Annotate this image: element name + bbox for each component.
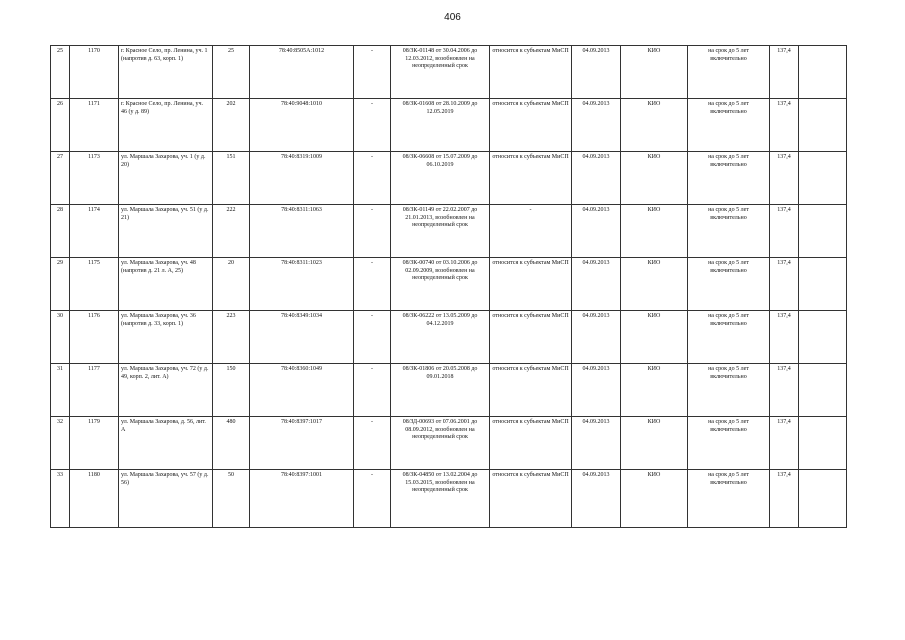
area: 222 <box>213 205 250 258</box>
object-id: 1179 <box>70 417 119 470</box>
table-row <box>51 417 847 470</box>
dash-cell: - <box>354 46 391 99</box>
cadastral-number: 78:40:8349:1034 <box>250 311 354 364</box>
status: относится к субъектам МиСП <box>490 46 572 99</box>
row-number: 31 <box>51 364 70 417</box>
row-number: 26 <box>51 99 70 152</box>
area: 25 <box>213 46 250 99</box>
cadastral-number: 78:40:8397:1001 <box>250 470 354 528</box>
organization: КИО <box>621 46 688 99</box>
object-id: 1176 <box>70 311 119 364</box>
row-number: 28 <box>51 205 70 258</box>
table-row <box>51 470 847 528</box>
row-number: 29 <box>51 258 70 311</box>
registry-body <box>51 46 847 528</box>
address: ул. Маршала Захарова, уч. 72 (у д. 49, корп. 2, лит. А) <box>119 364 213 417</box>
organization: КИО <box>621 470 688 528</box>
page-number: 406 <box>444 12 461 23</box>
address: г. Красное Село, пр. Ленина, уч. 46 (у д. 89) <box>119 99 213 152</box>
term: на срок до 5 лет включительно <box>688 46 770 99</box>
organization: КИО <box>621 99 688 152</box>
term: на срок до 5 лет включительно <box>688 364 770 417</box>
value: 137,4 <box>770 46 799 99</box>
address: ул. Маршала Захарова, уч. 1 (у д. 20) <box>119 152 213 205</box>
dash-cell: - <box>354 99 391 152</box>
cadastral-number: 78:40:8319:1009 <box>250 152 354 205</box>
cadastral-number: 78:40:9048:1010 <box>250 99 354 152</box>
table-row <box>51 258 847 311</box>
date: 04.09.2013 <box>572 311 621 364</box>
cadastral-number: 78:40:8311:1063 <box>250 205 354 258</box>
organization: КИО <box>621 311 688 364</box>
address: ул. Маршала Захарова, уч. 57 (у д. 56) <box>119 470 213 528</box>
organization: КИО <box>621 258 688 311</box>
date: 04.09.2013 <box>572 152 621 205</box>
table-row <box>51 46 847 99</box>
organization: КИО <box>621 364 688 417</box>
table-row <box>51 205 847 258</box>
row-number: 30 <box>51 311 70 364</box>
term: на срок до 5 лет включительно <box>688 311 770 364</box>
dash-cell: - <box>354 258 391 311</box>
date: 04.09.2013 <box>572 99 621 152</box>
area: 480 <box>213 417 250 470</box>
row-number: 25 <box>51 46 70 99</box>
dash-cell: - <box>354 152 391 205</box>
date: 04.09.2013 <box>572 364 621 417</box>
dash-cell: - <box>354 311 391 364</box>
lease-info: 08/ЗК-01608 от 28.10.2009 до 12.05.2019 <box>391 99 490 152</box>
empty-cell <box>799 417 847 470</box>
address: ул. Маршала Захарова, д. 56, лит. А <box>119 417 213 470</box>
object-id: 1173 <box>70 152 119 205</box>
value: 137,4 <box>770 258 799 311</box>
term: на срок до 5 лет включительно <box>688 470 770 528</box>
empty-cell <box>799 364 847 417</box>
object-id: 1177 <box>70 364 119 417</box>
date: 04.09.2013 <box>572 258 621 311</box>
table-row <box>51 99 847 152</box>
area: 202 <box>213 99 250 152</box>
empty-cell <box>799 470 847 528</box>
organization: КИО <box>621 417 688 470</box>
status: относится к субъектам МиСП <box>490 152 572 205</box>
status: относится к субъектам МиСП <box>490 470 572 528</box>
lease-info: 08/ЗД-00693 от 07.06.2001 до 08.09.2012, возобновлен на неопределенный срок <box>391 417 490 470</box>
lease-info: 08/ЗК-01806 от 20.05.2008 до 09.01.2018 <box>391 364 490 417</box>
dash-cell: - <box>354 417 391 470</box>
table-row <box>51 152 847 205</box>
dash-cell: - <box>354 364 391 417</box>
status: относится к субъектам МиСП <box>490 99 572 152</box>
date: 04.09.2013 <box>572 470 621 528</box>
address: г. Красное Село, пр. Ленина, уч. 1 (напротив д. 63, корп. 1) <box>119 46 213 99</box>
area: 50 <box>213 470 250 528</box>
value: 137,4 <box>770 152 799 205</box>
status: относится к субъектам МиСП <box>490 258 572 311</box>
address: ул. Маршала Захарова, уч. 36 (напротив д. 33, корп. 1) <box>119 311 213 364</box>
term: на срок до 5 лет включительно <box>688 152 770 205</box>
table-row <box>51 364 847 417</box>
value: 137,4 <box>770 205 799 258</box>
cadastral-number: 78:40:8360:1049 <box>250 364 354 417</box>
empty-cell <box>799 99 847 152</box>
term: на срок до 5 лет включительно <box>688 258 770 311</box>
value: 137,4 <box>770 99 799 152</box>
term: на срок до 5 лет включительно <box>688 205 770 258</box>
object-id: 1175 <box>70 258 119 311</box>
status: - <box>490 205 572 258</box>
empty-cell <box>799 258 847 311</box>
object-id: 1174 <box>70 205 119 258</box>
row-number: 27 <box>51 152 70 205</box>
organization: КИО <box>621 205 688 258</box>
value: 137,4 <box>770 364 799 417</box>
date: 04.09.2013 <box>572 417 621 470</box>
object-id: 1180 <box>70 470 119 528</box>
row-number: 32 <box>51 417 70 470</box>
lease-info: 08/ЗК-06608 от 15.07.2009 до 06.10.2019 <box>391 152 490 205</box>
term: на срок до 5 лет включительно <box>688 417 770 470</box>
value: 137,4 <box>770 470 799 528</box>
address: ул. Маршала Захарова, уч. 48 (напротив д. 21 л. А, 25) <box>119 258 213 311</box>
value: 137,4 <box>770 417 799 470</box>
cadastral-number: 78:40:8397:1017 <box>250 417 354 470</box>
date: 04.09.2013 <box>572 205 621 258</box>
object-id: 1170 <box>70 46 119 99</box>
dash-cell: - <box>354 470 391 528</box>
status: относится к субъектам МиСП <box>490 417 572 470</box>
status: относится к субъектам МиСП <box>490 311 572 364</box>
term: на срок до 5 лет включительно <box>688 99 770 152</box>
date: 04.09.2013 <box>572 46 621 99</box>
dash-cell: - <box>354 205 391 258</box>
object-id: 1171 <box>70 99 119 152</box>
lease-info: 08/ЗК-01149 от 22.02.2007 до 21.01.2013, возобновлен на неопределенный срок <box>391 205 490 258</box>
lease-info: 08/ЗК-01148 от 30.04.2006 до 12.03.2012, возобновлен на неопределенный срок <box>391 46 490 99</box>
lease-info: 08/ЗК-04850 от 13.02.2004 до 15.03.2015, возобновлен на неопределенный срок <box>391 470 490 528</box>
area: 20 <box>213 258 250 311</box>
status: относится к субъектам МиСП <box>490 364 572 417</box>
cadastral-number: 78:40:8311:1023 <box>250 258 354 311</box>
empty-cell <box>799 46 847 99</box>
empty-cell <box>799 152 847 205</box>
row-number: 33 <box>51 470 70 528</box>
area: 151 <box>213 152 250 205</box>
registry-table <box>50 45 847 528</box>
table-row <box>51 311 847 364</box>
address: ул. Маршала Захарова, уч. 51 (у д. 21) <box>119 205 213 258</box>
cadastral-number: 78:40:8505А:1012 <box>250 46 354 99</box>
lease-info: 08/ЗК-06222 от 13.05.2009 до 04.12.2019 <box>391 311 490 364</box>
value: 137,4 <box>770 311 799 364</box>
empty-cell <box>799 311 847 364</box>
empty-cell <box>799 205 847 258</box>
organization: КИО <box>621 152 688 205</box>
area: 150 <box>213 364 250 417</box>
area: 223 <box>213 311 250 364</box>
lease-info: 08/ЗК-00740 от 03.10.2006 до 02.09.2009, возобновлен на неопределенный срок <box>391 258 490 311</box>
